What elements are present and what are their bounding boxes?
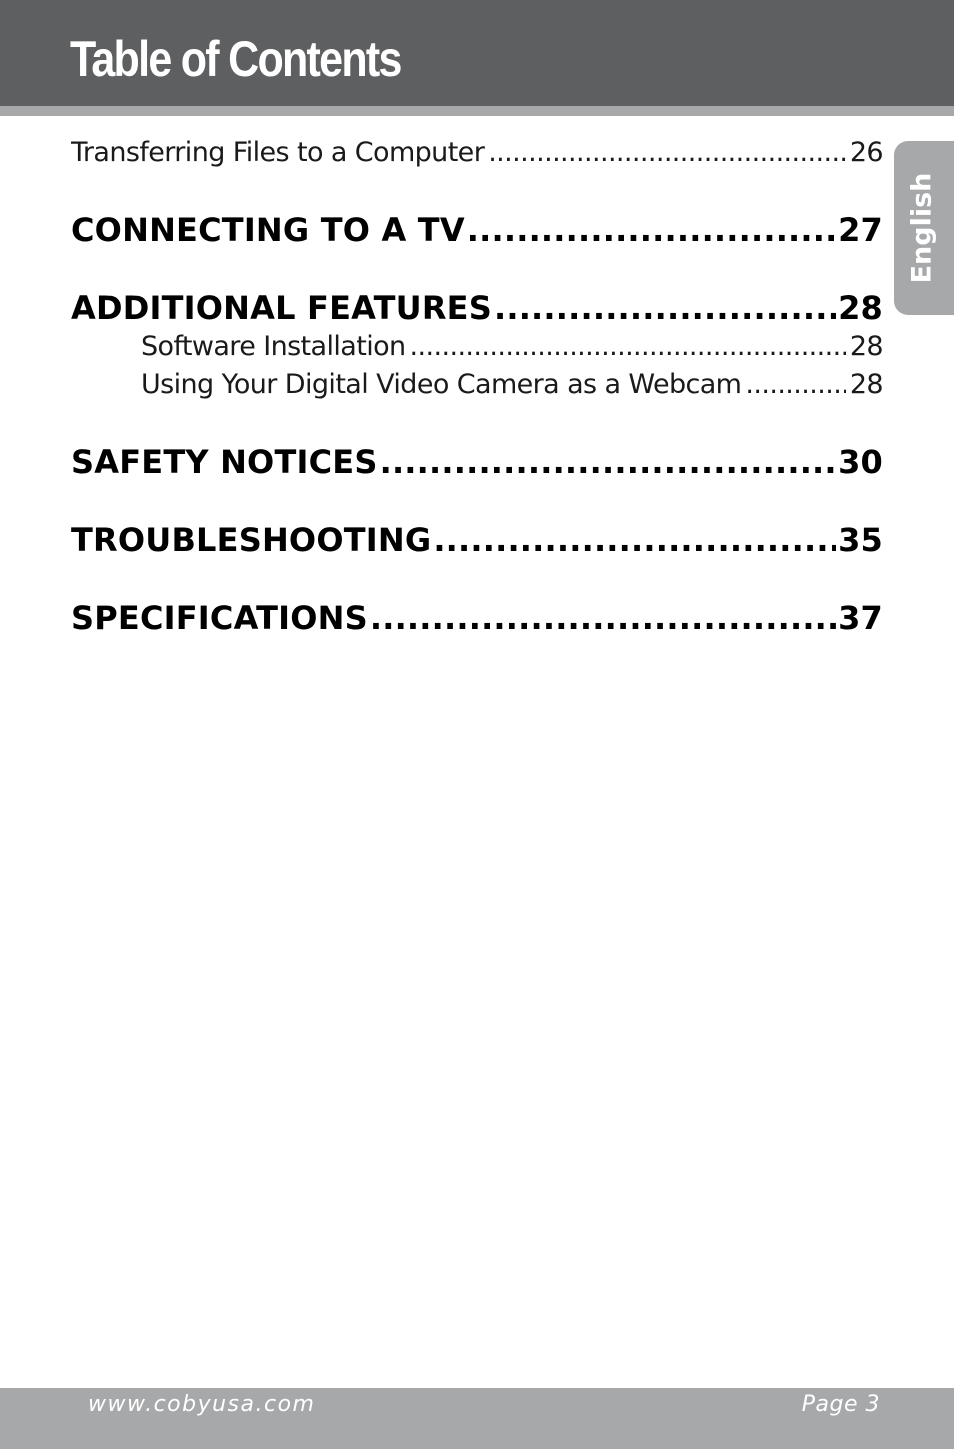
toc-entry-page: 30 [838, 443, 883, 481]
toc-leader-dots [488, 134, 846, 172]
toc-leader-dots [467, 210, 836, 250]
toc-leader-dots [380, 442, 836, 482]
toc-entry-webcam[interactable] [141, 366, 883, 404]
footer-website-link[interactable]: www.cobyusa.com [88, 1392, 316, 1417]
language-tab-label: English [906, 172, 938, 284]
toc-entry-transferring-files[interactable] [71, 134, 883, 172]
toc-entry-safety-notices[interactable] [71, 442, 883, 482]
toc-entry-page: 28 [849, 369, 883, 400]
footer-page-number: Page 3 [801, 1392, 880, 1417]
toc-leader-dots [410, 328, 846, 366]
toc-entry-page: 27 [838, 211, 883, 249]
toc-entry-additional-features[interactable] [71, 288, 883, 328]
toc-entry-title: ADDITIONAL FEATURES [71, 289, 492, 327]
toc-entry-page: 28 [838, 289, 883, 327]
toc-leader-dots [433, 520, 836, 560]
toc-entry-page: 26 [849, 137, 883, 168]
toc-leader-dots [494, 288, 836, 328]
toc-entry-software-installation[interactable] [141, 328, 883, 366]
toc-entry-title: CONNECTING TO A TV [71, 211, 465, 249]
toc-entry-specifications[interactable] [71, 598, 883, 638]
toc-entry-title: Using Your Digital Video Camera as a Webcam [141, 369, 742, 400]
toc-entry-title: TROUBLESHOOTING [71, 521, 432, 559]
toc-entry-title: Software Installation [141, 331, 406, 362]
toc-entry-page: 37 [838, 599, 883, 637]
toc-entry-page: 35 [838, 521, 883, 559]
toc-entry-troubleshooting[interactable] [71, 520, 883, 560]
toc-entry-page: 28 [849, 331, 883, 362]
toc-entry-title: SAFETY NOTICES [71, 443, 378, 481]
header-stripe [0, 106, 954, 116]
toc-entry-title: Transferring Files to a Computer [71, 137, 485, 168]
toc-leader-dots [370, 598, 836, 638]
toc-leader-dots [745, 366, 845, 404]
toc-entry-connecting-to-tv[interactable] [71, 210, 883, 250]
page-title: Table of Contents [70, 31, 401, 87]
toc-entry-title: SPECIFICATIONS [71, 599, 368, 637]
table-of-contents [71, 134, 883, 638]
